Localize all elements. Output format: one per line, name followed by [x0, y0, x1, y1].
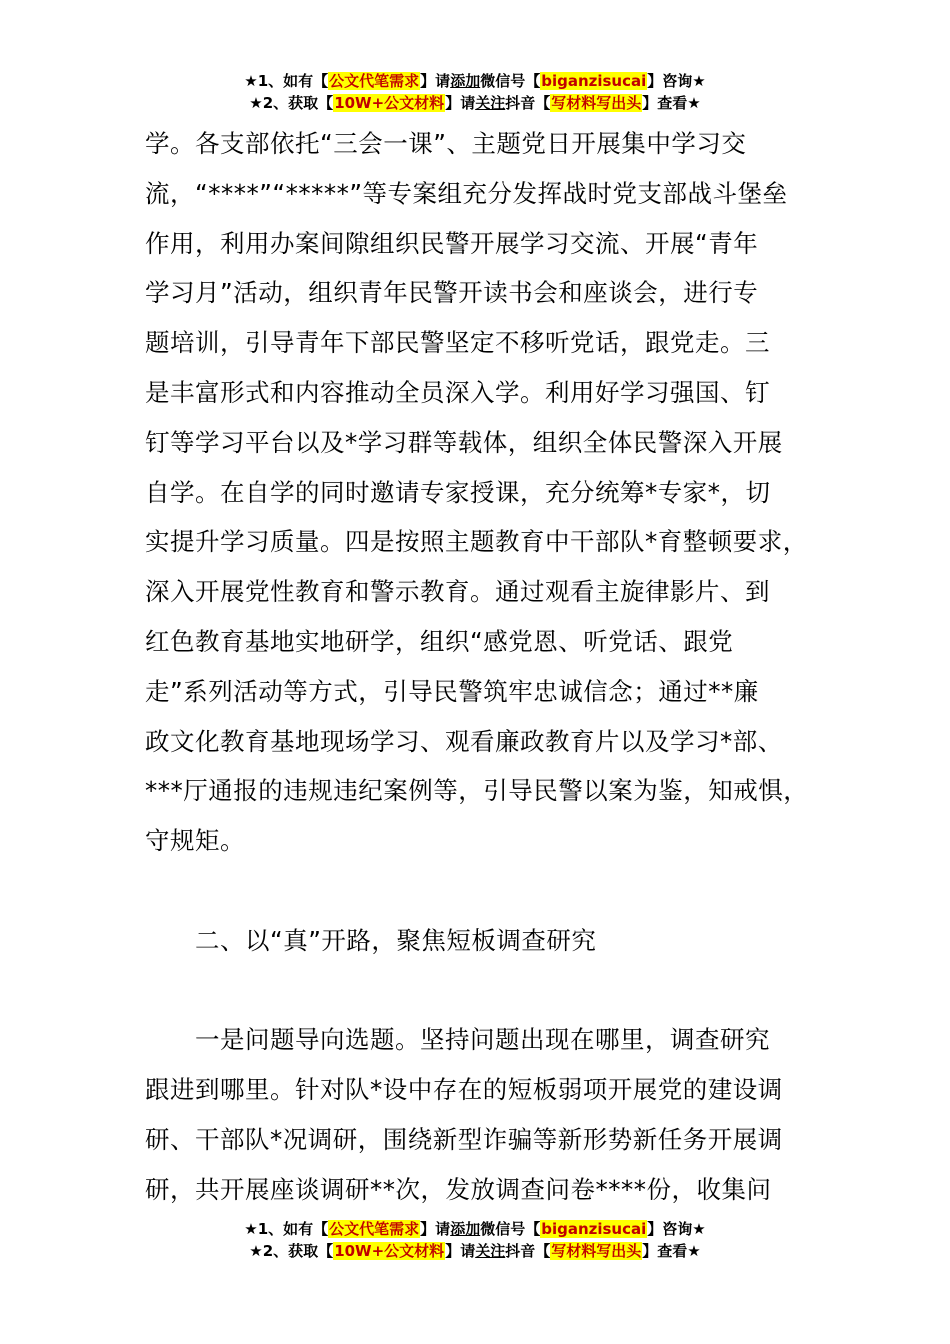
text-line: 一是问题导向选题。坚持问题出现在哪里，调查研究: [195, 1025, 770, 1055]
highlight-materials: 10W+公文材料: [334, 94, 445, 112]
text-line: 题培训，引导青年下部民警坚定不移听党话，跟党走。三: [145, 328, 770, 358]
text-line: 跟进到哪里。针对队*设中存在的短板弱项开展党的建设调: [145, 1075, 783, 1105]
blank-line: [145, 966, 835, 1016]
highlight-wechat-id: biganzisucai: [541, 1220, 647, 1238]
text-line: ***厅通报的违规违纪案例等，引导民警以案为鉴，知戒惧，: [145, 776, 809, 806]
blank-line: [145, 866, 835, 916]
text-line: 钉等学习平台以及*学习群等载体，组织全体民警深入开展: [145, 427, 783, 457]
text-line: 研、干部队*况调研，围绕新型诈骗等新形势新任务开展调: [145, 1124, 783, 1154]
banner-line-1: ★1、如有【公文代笔需求】请添加微信号【biganzisucai】咨询★: [244, 1220, 706, 1238]
highlight-service: 公文代笔需求: [329, 1220, 420, 1238]
text-line: 守规矩。: [145, 826, 245, 856]
text-line: 走”系列活动等方式，引导民警筑牢忠诚信念；通过**廉: [145, 676, 759, 706]
highlight-service: 公文代笔需求: [329, 72, 420, 90]
highlight-materials: 10W+公文材料: [334, 1242, 445, 1260]
text-line: 作用，利用办案间隙组织民警开展学习交流、开展“青年: [145, 228, 759, 258]
document-body: [145, 119, 835, 1215]
header-banner: [0, 70, 950, 114]
text-line: 红色教育基地实地研学，组织“感党恩、听党话、跟党: [145, 626, 734, 656]
text-line: 学。各支部依托“三会一课”、主题党日开展集中学习交: [145, 129, 747, 158]
text-line: 是丰富形式和内容推动全员深入学。利用好学习强国、钉: [145, 377, 770, 407]
banner-line-1: ★1、如有【公文代笔需求】请添加微信号【biganzisucai】咨询★: [244, 72, 706, 90]
banner-line-2: ★2、获取【10W+公文材料】请关注抖音【写材料写出头】查看★: [249, 1242, 701, 1260]
banner-line-2: ★2、获取【10W+公文材料】请关注抖音【写材料写出头】查看★: [249, 94, 701, 112]
text-line: 自学。在自学的同时邀请专家授课，充分统筹*专家*，切: [145, 477, 771, 507]
text-line: 研，共开展座谈调研**次，发放调查问卷****份，收集问: [145, 1174, 772, 1204]
text-line: 流，“****”“*****”等专案组充分发挥战时党支部战斗堡垒: [145, 178, 788, 208]
text-line: 深入开展党性教育和警示教育。通过观看主旋律影片、到: [145, 577, 770, 607]
footer-banner: [0, 1218, 950, 1262]
highlight-douyin: 写材料写出头: [551, 1242, 642, 1260]
text-line: 学习月”活动，组织青年民警开读书会和座谈会，进行专: [145, 278, 759, 308]
highlight-douyin: 写材料写出头: [551, 94, 642, 112]
text-line: 实提升学习质量。四是按照主题教育中干部队*育整顿要求，: [145, 527, 808, 557]
section-heading: 二、以“真”开路，聚焦短板调查研究: [195, 925, 597, 955]
text-line: 政文化教育基地现场学习、观看廉政教育片以及学习*部、: [145, 726, 783, 756]
highlight-wechat-id: biganzisucai: [541, 72, 647, 90]
